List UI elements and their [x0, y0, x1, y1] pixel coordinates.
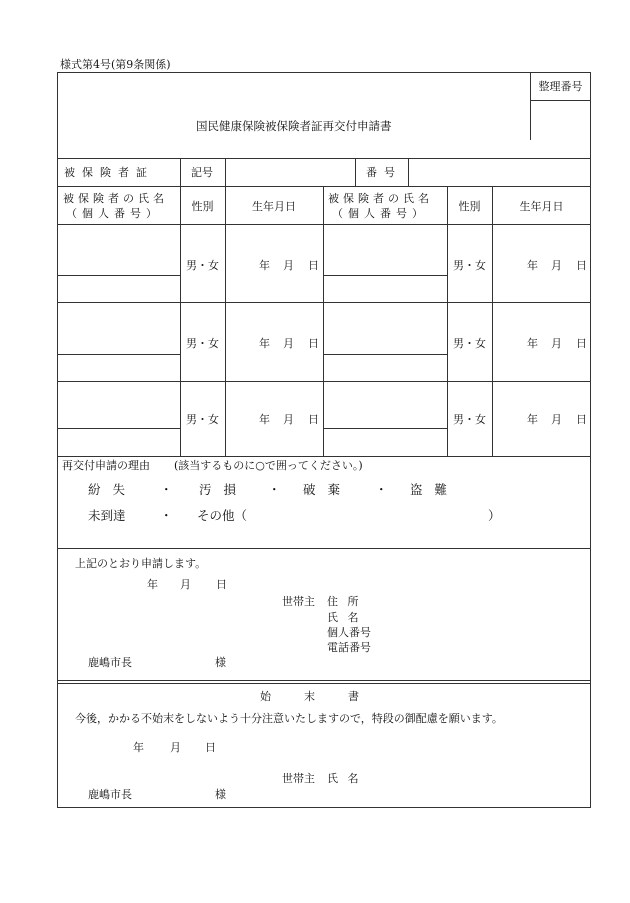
apology-sama: 様 [215, 788, 226, 801]
apology-day: 日 [205, 741, 216, 754]
request-head-of-household: 世帯主 [282, 595, 315, 608]
reason-dot-1: ・ [160, 482, 173, 497]
request-statement: 上記のとおり申請します。 [75, 557, 207, 570]
year-r2: 年 [527, 337, 538, 350]
request-address: 住 所 [327, 595, 362, 608]
reason-other: その他（ [197, 508, 248, 523]
year-r3: 年 [527, 413, 538, 426]
apology-mayor: 鹿嶋市長 [88, 788, 132, 801]
bango-label: 番号 [366, 166, 402, 179]
reason-funshitsu: 紛失 [88, 482, 138, 497]
day-l3: 日 [308, 413, 319, 426]
day-r3: 日 [576, 413, 587, 426]
sex-r1: 男・女 [453, 259, 486, 272]
reason-note: (該当するものに○で囲ってください。) [174, 459, 363, 472]
month-r3: 月 [551, 413, 562, 426]
day-l1: 日 [308, 259, 319, 272]
header-birth-left: 生年月日 [252, 200, 296, 213]
month-r2: 月 [551, 337, 562, 350]
day-r2: 日 [576, 337, 587, 350]
reason-dot-3: ・ [375, 482, 388, 497]
header-name-right: 被保険者の氏名 [328, 192, 433, 205]
request-month: 月 [180, 578, 191, 591]
header-name-left: 被保険者の氏名 [63, 192, 168, 205]
reason-dot-4: ・ [160, 508, 173, 523]
header-sex-right: 性別 [458, 200, 481, 213]
sex-r3: 男・女 [453, 413, 486, 426]
sex-l2: 男・女 [186, 337, 219, 350]
seiri-label: 整理番号 [538, 80, 583, 93]
kigo-label: 記号 [191, 166, 213, 179]
apology-name: 氏 名 [327, 772, 362, 785]
apology-head-of-household: 世帯主 [282, 772, 315, 785]
insured-card-label: 被保険者証 [64, 166, 154, 179]
request-phone: 電話番号 [327, 641, 371, 654]
request-day: 日 [216, 578, 227, 591]
reason-close-paren: ） [488, 508, 501, 523]
year-l2: 年 [259, 337, 270, 350]
form-number: 様式第4号(第9条関係) [60, 58, 171, 71]
year-r1: 年 [527, 259, 538, 272]
month-r1: 月 [551, 259, 562, 272]
reason-futotatsu: 未到達 [88, 508, 126, 523]
apology-year: 年 [133, 741, 144, 754]
day-l2: 日 [308, 337, 319, 350]
month-l3: 月 [283, 413, 294, 426]
reason-dot-2: ・ [268, 482, 281, 497]
reason-haki: 破棄 [303, 482, 353, 497]
reason-label: 再交付申請の理由 [62, 459, 150, 472]
day-r1: 日 [576, 259, 587, 272]
apology-month: 月 [170, 741, 181, 754]
request-year: 年 [147, 578, 158, 591]
request-sama: 様 [215, 656, 226, 669]
sex-l3: 男・女 [186, 413, 219, 426]
reason-oson: 汚損 [199, 482, 249, 497]
request-personal-number: 個人番号 [327, 626, 371, 639]
header-birth-right: 生年月日 [519, 200, 564, 213]
sex-r2: 男・女 [453, 337, 486, 350]
reason-tonan: 盗難 [410, 482, 460, 497]
header-number-right: （個人番号） [332, 207, 428, 220]
year-l3: 年 [259, 413, 270, 426]
month-l1: 月 [283, 259, 294, 272]
sex-l1: 男・女 [186, 259, 219, 272]
request-name: 氏 名 [327, 611, 362, 624]
apology-title: 始 末 書 [260, 690, 359, 703]
header-sex-left: 性別 [191, 200, 214, 213]
apology-text: 今後，かかる不始末をしないよう十分注意いたしますので，特段の御配慮を願います。 [75, 712, 503, 725]
header-number-left: （個人番号） [66, 207, 162, 220]
month-l2: 月 [283, 337, 294, 350]
request-mayor: 鹿嶋市長 [88, 656, 132, 669]
year-l1: 年 [259, 259, 270, 272]
page-title: 国民健康保険被保険者証再交付申請書 [196, 119, 392, 133]
